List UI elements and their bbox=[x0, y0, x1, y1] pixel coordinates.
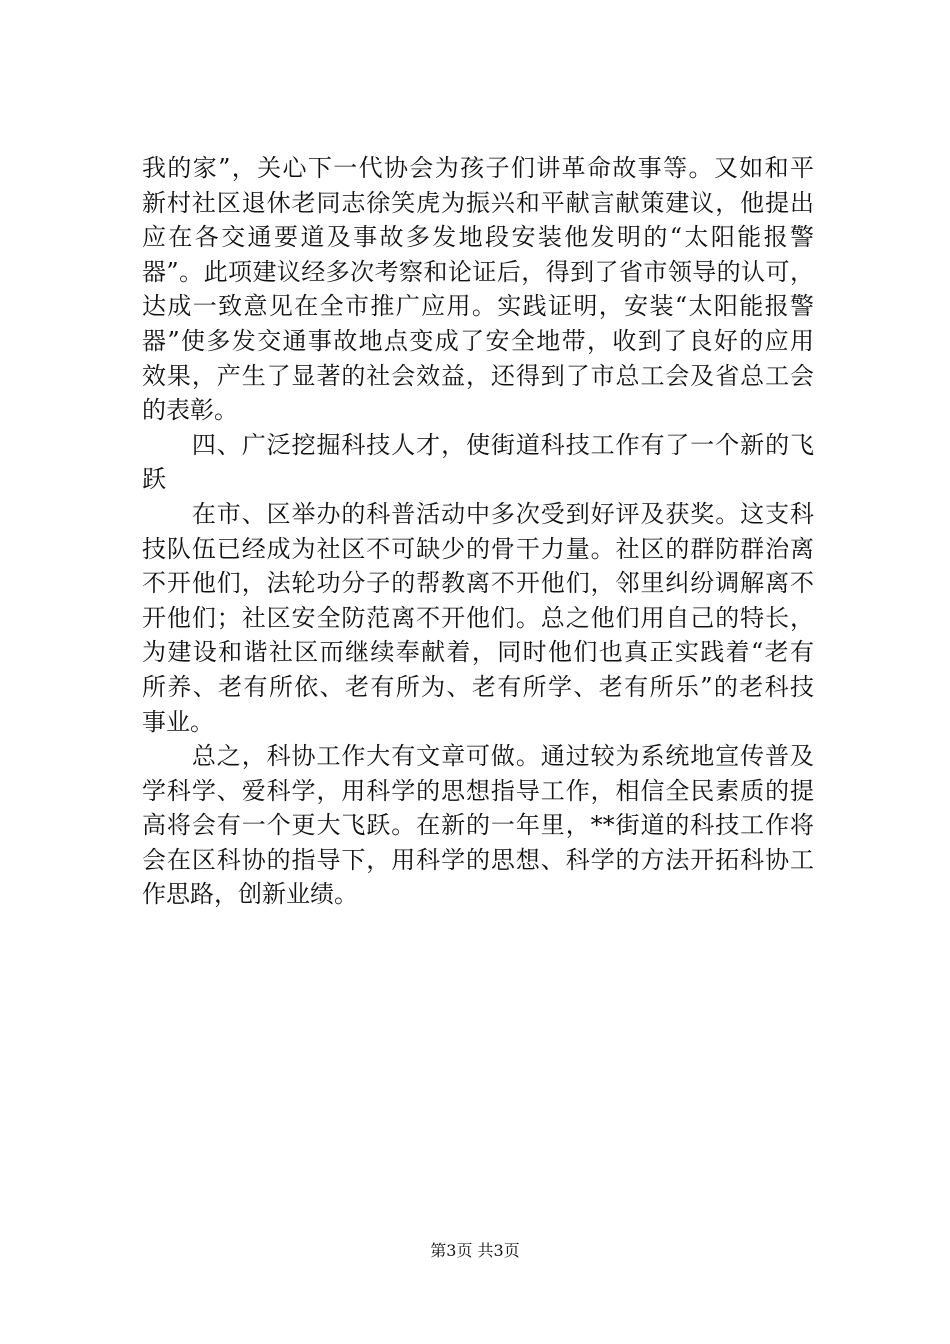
section-heading-line-2: 跃 bbox=[142, 465, 166, 494]
text-line-15: 为建设和谐社区而继续奉献着，同时他们也真正实践着“老有 bbox=[142, 638, 814, 667]
text-line-20: 高将会有一个更大飞跃。在新的一年里，**街道的科技工作将 bbox=[142, 811, 814, 840]
section-heading-line-1: 四、广泛挖掘科技人才，使街道科技工作有了一个新的飞 bbox=[142, 430, 814, 459]
text-line-4: 器”。此项建议经多次考察和论证后，得到了省市领导的认可， bbox=[142, 257, 814, 286]
text-line-5: 达成一致意见在全市推广应用。实践证明，安装“太阳能报警 bbox=[142, 292, 814, 321]
text-line-11: 在市、区举办的科普活动中多次受到好评及获奖。这支科 bbox=[142, 499, 814, 528]
text-line-12: 技队伍已经成为社区不可缺少的骨干力量。社区的群防群治离 bbox=[142, 534, 814, 563]
page-number: 第3页 共3页 bbox=[430, 1241, 520, 1260]
text-line-14: 开他们；社区安全防范离不开他们。总之他们用自己的特长， bbox=[142, 603, 814, 632]
text-line-2: 新村社区退休老同志徐笑虎为振兴和平献言献策建议，他提出 bbox=[142, 188, 814, 217]
text-line-7: 效果，产生了显著的社会效益，还得到了市总工会及省总工会 bbox=[142, 361, 814, 390]
text-line-18: 总之，科协工作大有文章可做。通过较为系统地宣传普及 bbox=[142, 742, 814, 771]
text-line-21: 会在区科协的指导下，用科学的思想、科学的方法开拓科协工 bbox=[142, 845, 814, 874]
text-line-16: 所养、老有所依、老有所为、老有所学、老有所乐”的老科技 bbox=[142, 672, 814, 701]
text-line-6: 器”使多发交通事故地点变成了安全地带，收到了良好的应用 bbox=[142, 326, 814, 355]
text-line-22: 作思路，创新业绩。 bbox=[142, 880, 358, 909]
text-line-8: 的表彰。 bbox=[142, 396, 238, 425]
document-body bbox=[142, 151, 814, 912]
text-line-19: 学科学、爱科学，用科学的思想指导工作，相信全民素质的提 bbox=[142, 776, 814, 805]
text-line-17: 事业。 bbox=[142, 707, 214, 736]
text-line-13: 不开他们，法轮功分子的帮教离不开他们，邻里纠纷调解离不 bbox=[142, 569, 814, 598]
page-footer bbox=[0, 1241, 950, 1261]
text-line-3: 应在各交通要道及事故多发地段安装他发明的“太阳能报警 bbox=[142, 223, 814, 252]
text-line-1: 我的家”，关心下一代协会为孩子们讲革命故事等。又如和平 bbox=[142, 154, 814, 182]
